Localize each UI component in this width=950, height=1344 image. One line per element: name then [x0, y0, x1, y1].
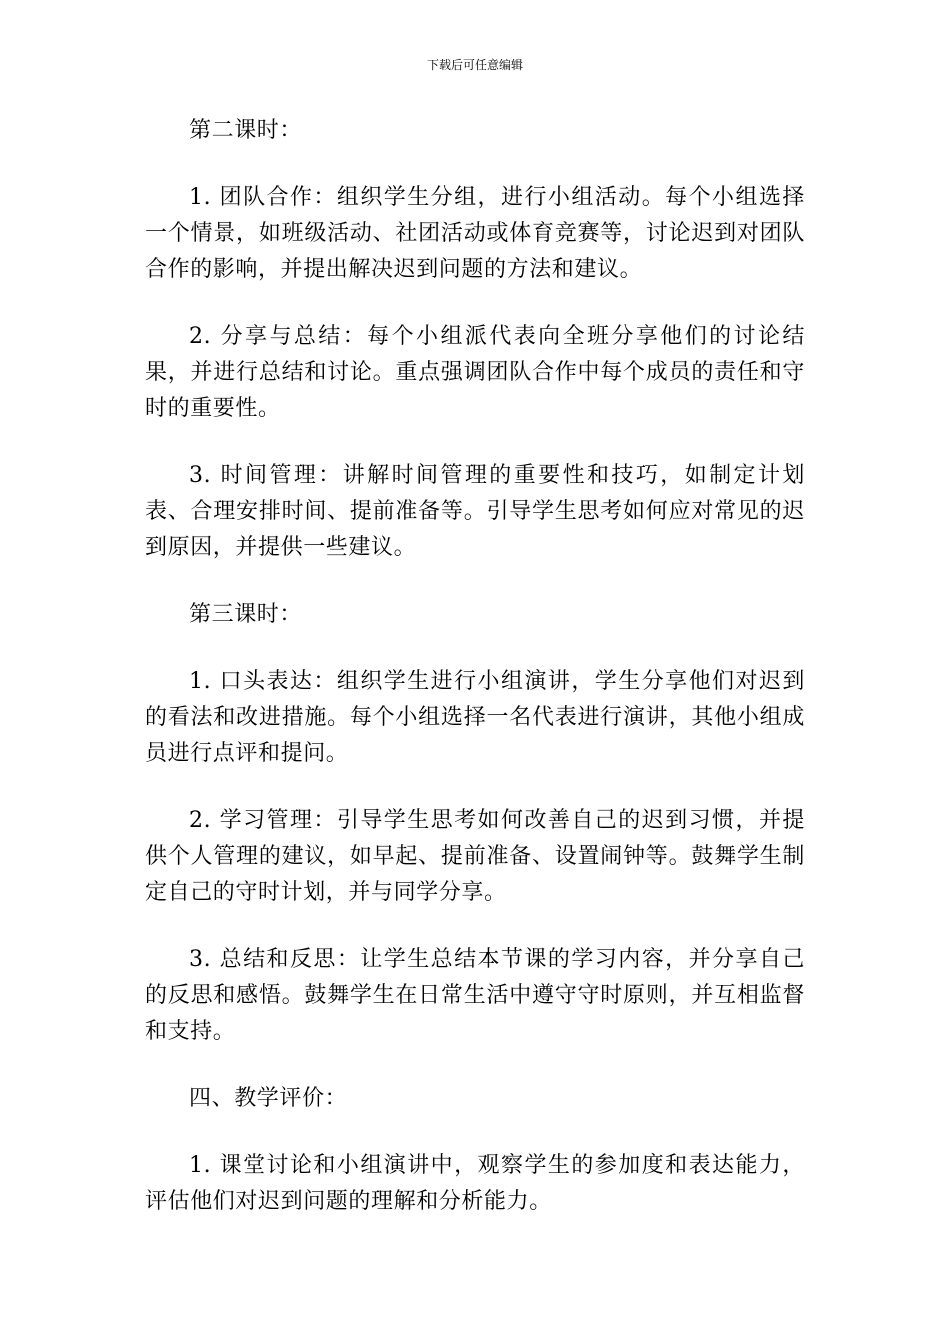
document-body	[145, 113, 805, 1251]
paragraph-evaluation-1: 1. 课堂讨论和小组演讲中，观察学生的参加度和表达能力，评估他们对迟到问题的理解和分析能力。	[145, 1153, 805, 1214]
paragraph-teamwork: 1. 团队合作：组织学生分组，进行小组活动。每个小组选择一个情景，如班级活动、社团活动或体育竞赛等，讨论迟到对团队合作的影响，并提出解决迟到问题的方法和建议。	[145, 185, 805, 282]
paragraph-oral-expression: 1. 口头表达：组织学生进行小组演讲，学生分享他们对迟到的看法和改进措施。每个小组选择一名代表进行演讲，其他小组成员进行点评和提问。	[145, 669, 805, 766]
section-heading-lesson-2: 第二课时：	[189, 118, 303, 143]
paragraph-share-summary: 2. 分享与总结：每个小组派代表向全班分享他们的讨论结果，并进行总结和讨论。重点强调团队合作中每个成员的责任和守时的重要性。	[145, 324, 805, 421]
paragraph-summary-reflection: 3. 总结和反思：让学生总结本节课的学习内容，并分享自己的反思和感悟。鼓舞学生在日常生活中遵守守时原则，并互相监督和支持。	[145, 947, 805, 1044]
section-heading-lesson-3: 第三课时：	[189, 602, 303, 627]
section-heading-evaluation: 四、教学评价：	[189, 1086, 348, 1111]
page-header: 下载后可任意编辑	[426, 58, 523, 72]
paragraph-time-management: 3. 时间管理：讲解时间管理的重要性和技巧，如制定计划表、合理安排时间、提前准备等。引导学生思考如何应对常见的迟到原因，并提供一些建议。	[145, 463, 805, 560]
paragraph-study-management: 2. 学习管理：引导学生思考如何改善自己的迟到习惯，并提供个人管理的建议，如早起、提前准备、设置闹钟等。鼓舞学生制定自己的守时计划，并与同学分享。	[145, 808, 805, 905]
